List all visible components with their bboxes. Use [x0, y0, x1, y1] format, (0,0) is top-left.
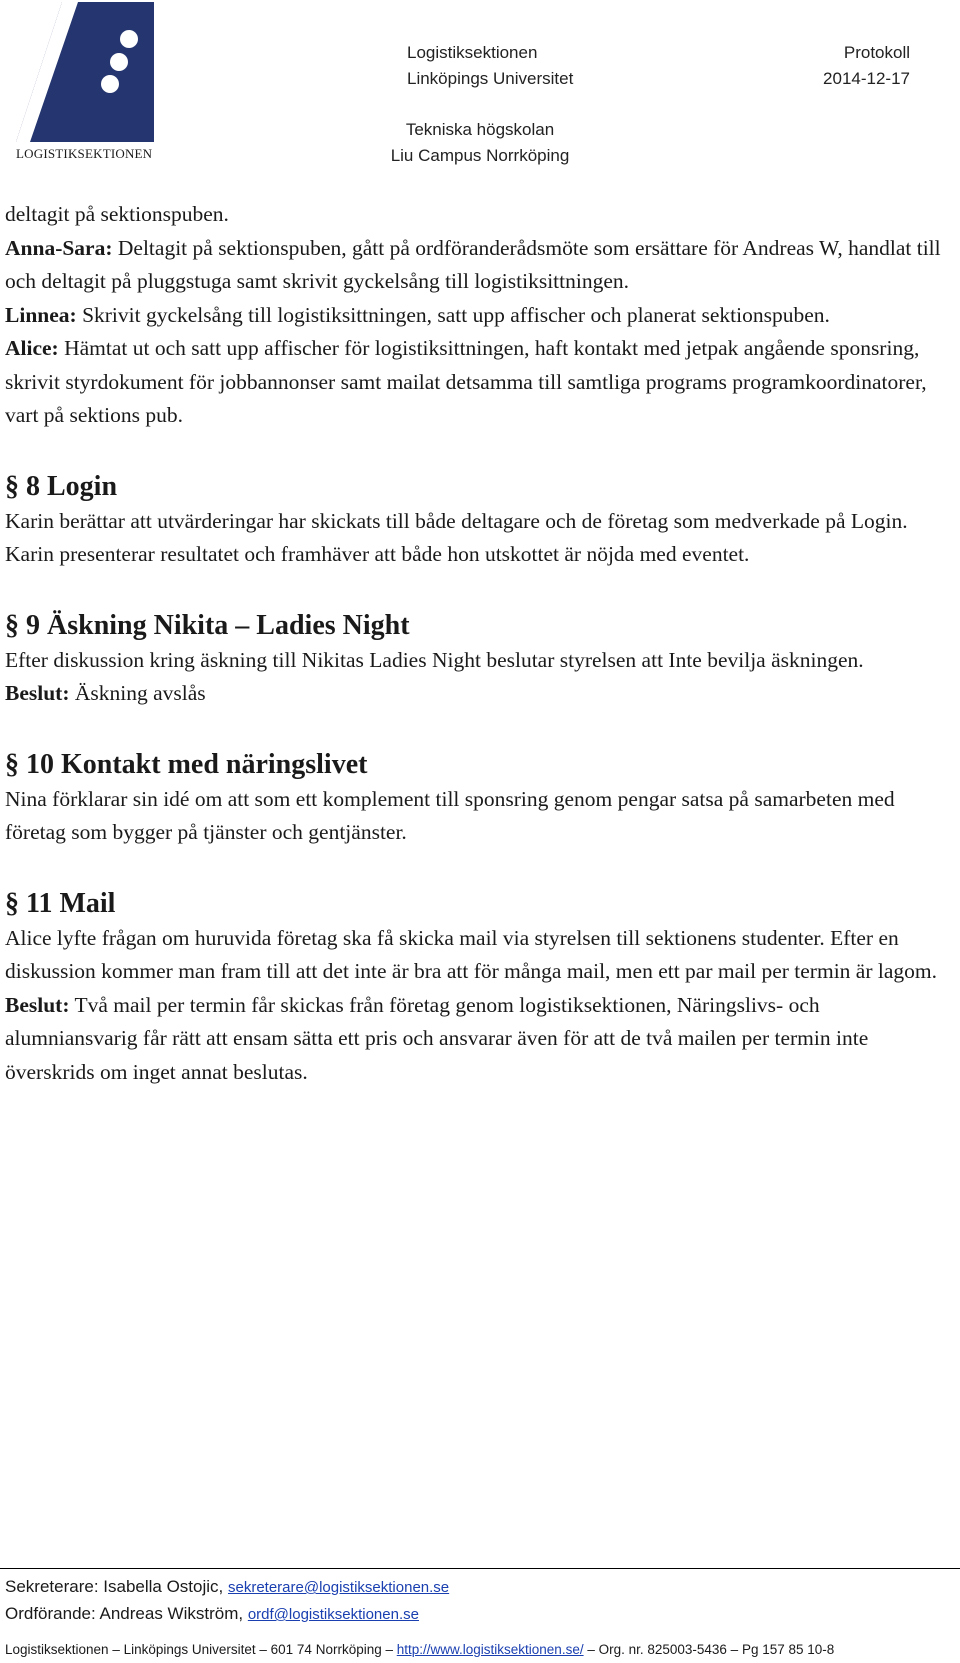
section-kontakt — [5, 747, 950, 850]
report-annasara — [5, 232, 950, 299]
chair-label: Ordförande: Andreas Wikström, — [5, 1604, 248, 1623]
section-heading: § 11 Mail — [5, 887, 116, 919]
decision-label: Beslut: — [5, 992, 70, 1017]
intro-line: deltagit på sektionspuben. — [5, 202, 229, 226]
address-suffix: – Org. nr. 825003-5436 – Pg 157 85 10-8 — [583, 1642, 835, 1657]
section-heading: § 10 Kontakt med näringslivet — [5, 748, 368, 780]
header-organization — [407, 40, 573, 92]
chair-email-link[interactable]: ordf@logistiksektionen.se — [247, 1606, 419, 1623]
report-text: Hämtat ut och satt upp affischer för logistiksittningen, haft kontakt med jetpak angående sponsring, skrivit styrdokument för jobbannonser samt mailat detsamma till samtliga programs programkoordinatorer, vart på sektions pub. — [5, 336, 927, 427]
section-login — [5, 469, 950, 572]
decision-text: Två mail per termin får skickas från företag genom logistiksektionen, Näringslivs- och alumniansvarig får rätt att ensam sätta ett pris och ansvarar även för att de två mailen per termin inte överskrids om inget annat beslutas. — [5, 992, 869, 1084]
report-linnea — [5, 299, 950, 333]
header-school — [380, 117, 580, 169]
report-text: Skrivit gyckelsång till logistiksittningen, satt upp affischer och planerat sektionspuben. — [76, 302, 830, 327]
header-university: Linköpings Universitet — [407, 69, 574, 88]
decision-text: Äskning avslås — [69, 681, 206, 705]
decision — [5, 989, 950, 1090]
header-doc-type: Protokoll — [843, 43, 910, 62]
secretary-label: Sekreterare: Isabella Ostojic, — [5, 1577, 228, 1596]
logo-text: LOGISTIKSEKTIONEN — [16, 146, 153, 161]
header-school-name: Tekniska högskolan — [405, 120, 555, 139]
name-label: Alice: — [5, 336, 59, 360]
section-body: Nina förklarar sin idé om att som ett komplement till sponsring genom pengar satsa på samarbeten med företag som bygger på tjänster och gentjänster. — [5, 786, 895, 844]
document-body — [5, 198, 950, 1089]
decision — [5, 677, 950, 711]
section-heading: § 8 Login — [5, 470, 118, 502]
address-prefix: Logistiksektionen – Linköpings Universitet – 601 74 Norrköping – — [5, 1642, 397, 1657]
logistiksektionen-logo — [16, 2, 166, 165]
decision-label: Beslut: — [5, 681, 70, 705]
secretary-email-link[interactable]: sekreterare@logistiksektionen.se — [227, 1579, 450, 1596]
section-heading: § 9 Äskning Nikita – Ladies Night — [5, 609, 410, 641]
header-date: 2014-12-17 — [823, 69, 910, 88]
footer-secretary — [5, 1574, 449, 1601]
footer-chair — [5, 1601, 419, 1628]
section-body: Efter diskussion kring äskning till Nikitas Ladies Night beslutar styrelsen att Inte bevilja äskningen. — [5, 647, 864, 672]
header-org-name: Logistiksektionen — [407, 43, 538, 62]
header-document-info — [823, 40, 910, 92]
website-link[interactable]: http://www.logistiksektionen.se/ — [396, 1642, 584, 1657]
section-askning — [5, 608, 950, 711]
section-mail — [5, 886, 950, 1090]
report-text: Deltagit på sektionspuben, gått på ordföranderådsmöte som ersättare för Andreas W, handlat till och deltagit på pluggstuga samt skrivit gyckelsång till logistiksittningen. — [5, 235, 941, 293]
report-alice — [5, 332, 950, 433]
footer-divider — [0, 1568, 960, 1569]
name-label: Linnea: — [5, 302, 77, 327]
header-campus: Liu Campus Norrköping — [390, 146, 570, 165]
section-body: Karin berättar att utvärderingar har skickats till både deltagare och de företag som medverkade på Login. Karin presenterar resultatet och framhäver att både hon utskottet är nöjda med eventet. — [5, 508, 908, 566]
footer-address — [5, 1640, 834, 1660]
name-label: Anna-Sara: — [5, 235, 113, 260]
section-body: Alice lyfte frågan om huruvida företag ska få skicka mail via styrelsen till sektionens studenter. Efter en diskussion kommer man fram till att det inte är bra att för många mail, men ett par mail per termin är lagom. — [5, 925, 937, 983]
